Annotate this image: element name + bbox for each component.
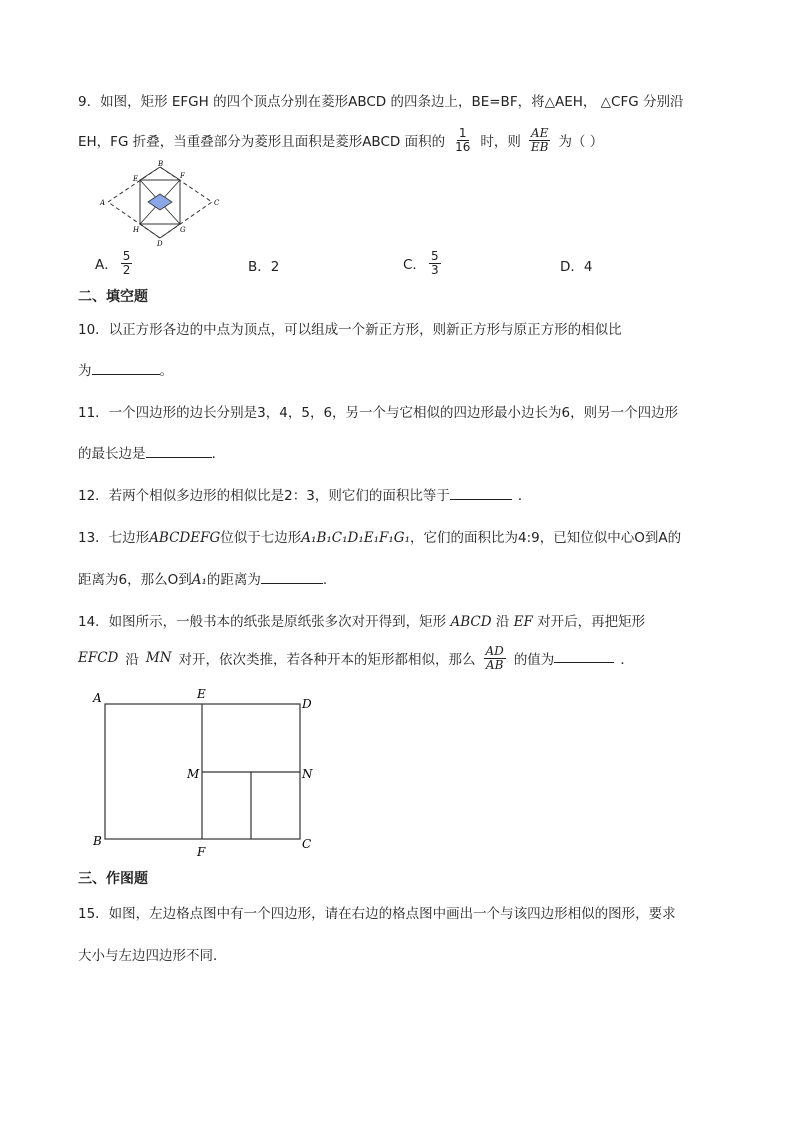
- q14-line2-mid: 沿: [125, 652, 139, 668]
- q12-answer-blank[interactable]: [450, 499, 512, 500]
- fold-line-6: [160, 224, 180, 238]
- q9-option-a-frac: [121, 250, 133, 276]
- q13-pre: 13．七边形: [78, 530, 150, 546]
- q13-answer-blank[interactable]: [261, 583, 323, 584]
- q10-line1: 10．以正方形各边的中点为顶点，可以组成一个新正方形，则新正方形与原正方形的相似比: [78, 322, 622, 338]
- label-E: E: [197, 687, 206, 701]
- q10-line2: [78, 359, 173, 379]
- q9-option-c-label: C．: [403, 257, 426, 273]
- label-A: A: [100, 199, 106, 207]
- q9-fraction-den: 16: [455, 139, 471, 154]
- q9-option-c-num: 5: [430, 248, 439, 263]
- q9-fraction: [453, 127, 472, 153]
- q9-option-a: [95, 246, 135, 280]
- q9-ratio-den: EB: [530, 139, 549, 154]
- label-N: N: [302, 767, 313, 781]
- label-M: M: [187, 767, 200, 781]
- overlap-rhombus: [148, 194, 172, 210]
- q12-pre: 12．若两个相似多边形的相似比是2：3，则它们的面积比等于: [78, 488, 450, 504]
- q13-line2-post: .: [322, 572, 328, 588]
- q9-option-d: D．4: [560, 259, 593, 275]
- q11-answer-blank[interactable]: [146, 457, 212, 458]
- q9-option-a-den: 2: [122, 262, 131, 277]
- label-A: A: [93, 691, 102, 705]
- q14-line1-pre: 14．如图所示，一般书本的纸张是原纸张多次对开得到，矩形: [78, 614, 447, 630]
- q15-line2: 大小与左边四边形不同．: [78, 948, 227, 964]
- q14-end: ．: [620, 652, 634, 668]
- q9-option-c: [403, 246, 444, 280]
- q12-post: ．: [517, 488, 532, 504]
- q12-line: [78, 484, 531, 504]
- q11-line2-post: .: [211, 446, 216, 462]
- q14-line2: [78, 640, 634, 676]
- section-drawing-title: 三、作图题: [78, 871, 148, 887]
- q9-option-c-den: 3: [430, 262, 439, 277]
- q13-line1: [78, 526, 681, 546]
- label-F: F: [197, 845, 206, 859]
- fold-line-3: [140, 167, 160, 180]
- q14-line1-post: 对开后，再把矩形: [537, 614, 646, 630]
- q13-post: ，它们的面积比为4:9，已知位似中心O到A的: [410, 530, 682, 546]
- label-C: C: [302, 837, 312, 851]
- q13-mid: 位似于七边形: [220, 530, 302, 546]
- q10-line2-pre: 为: [78, 363, 92, 379]
- q14-answer-blank[interactable]: [554, 662, 614, 663]
- q11-line2-pre: 的最长边是: [78, 446, 146, 462]
- q9-line1: 9．如图，矩形 EFGH 的四个顶点分别在菱形ABCD 的四条边上，BE=BF，将△AEH， △CFG 分别沿: [78, 94, 684, 110]
- label-B: B: [158, 160, 164, 168]
- q14-tail: 的值为: [513, 652, 555, 668]
- q13-poly1: ABCDEFG: [149, 530, 221, 546]
- q9-option-a-label: A．: [95, 257, 118, 273]
- label-B: B: [93, 834, 102, 848]
- label-G: G: [180, 226, 186, 234]
- q13-point: A₁: [191, 572, 207, 588]
- label-D: D: [302, 697, 312, 711]
- q14-figure: [90, 686, 330, 862]
- q14-rect2: EFCD: [78, 650, 119, 666]
- q9-line2-mid: 时，则: [480, 134, 521, 150]
- q14-seg1: EF: [513, 614, 533, 630]
- q9-option-c-frac: [429, 250, 441, 276]
- q10-answer-blank[interactable]: [92, 374, 160, 375]
- q9-line2-post: 为（ ）: [558, 134, 604, 150]
- q9-option-b: B．2: [248, 259, 280, 275]
- q9-fraction-num: 1: [458, 125, 467, 140]
- q9-line2: [78, 122, 603, 158]
- q9-ratio: [529, 127, 551, 153]
- q11-line2: [78, 442, 216, 462]
- fold-line-4: [160, 167, 180, 180]
- q14-ratio-num: AD: [485, 643, 504, 658]
- label-H: H: [133, 226, 140, 234]
- section-fill-blank-title: 二、填空题: [78, 289, 148, 305]
- q9-option-a-num: 5: [122, 248, 131, 263]
- label-F: F: [180, 172, 185, 180]
- q14-ratio-den: AB: [485, 657, 504, 672]
- q14-ratio: [484, 645, 506, 671]
- q13-line2: [78, 568, 327, 588]
- label-C: C: [214, 199, 220, 207]
- q14-line1-mid: 沿: [495, 614, 510, 630]
- q13-poly2: A₁B₁C₁D₁E₁F₁G₁: [301, 530, 410, 546]
- q13-line2-pre: 距离为6，那么O到: [78, 572, 192, 588]
- q9-figure: [100, 160, 225, 248]
- q9-ratio-num: AE: [530, 125, 549, 140]
- q13-line2-mid: 的距离为: [206, 572, 261, 588]
- q9-line2-pre: EH，FG 折叠，当重叠部分为菱形且面积是菱形ABCD 面积的: [78, 134, 446, 150]
- q14-rect1: ABCD: [450, 614, 492, 630]
- q14-line1: [78, 610, 645, 630]
- fold-line-5: [140, 224, 160, 238]
- q10-line2-post: 。: [159, 363, 173, 379]
- label-D: D: [157, 240, 163, 248]
- q14-seg2: MN: [145, 650, 172, 666]
- label-E: E: [133, 175, 139, 183]
- q15-line1: 15．如图，左边格点图中有一个四边形，请在右边的格点图中画出一个与该四边形相似的图形，要求: [78, 906, 676, 922]
- q14-line2-post: 对开，依次类推，若各种开本的矩形都相似，那么: [178, 652, 476, 668]
- q11-line1: 11．一个四边形的边长分别是3，4，5，6，另一个与它相似的四边形最小边长为6，则另一个四边形: [78, 405, 679, 421]
